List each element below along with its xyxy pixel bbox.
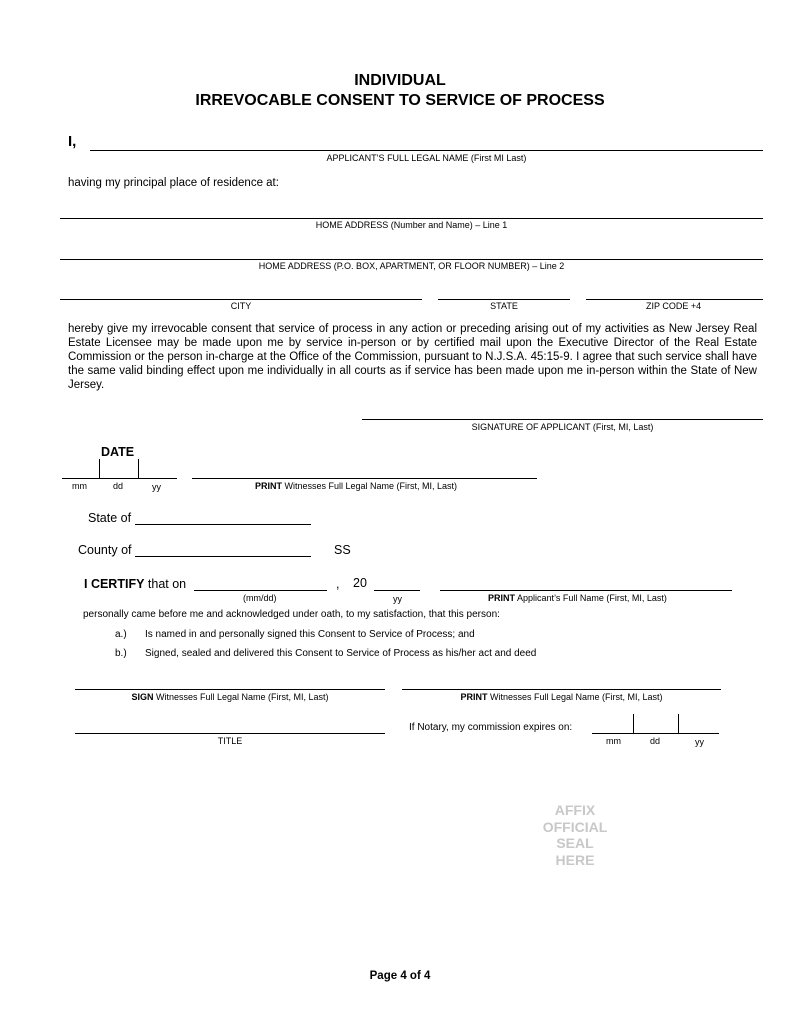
signature-caption: SIGNATURE OF APPLICANT (First, MI, Last) (471, 422, 654, 432)
commission-mm: mm (606, 736, 621, 746)
title-field[interactable] (75, 733, 385, 734)
applicant-name-caption: APPLICANT’S FULL LEGAL NAME (First MI Last) (326, 153, 527, 163)
date-label: DATE (101, 445, 135, 459)
address-line2-field[interactable] (60, 259, 763, 260)
applicant-print-field[interactable] (440, 590, 732, 591)
county-of-label: County of (78, 543, 132, 557)
date-yy: yy (152, 482, 161, 492)
print-witness-field[interactable] (402, 689, 721, 690)
certify-label: I CERTIFY that on (84, 577, 187, 591)
item-b-text: Signed, sealed and delivered this Consent to Service of Process as his/her act and deed (145, 648, 537, 659)
commission-dd: dd (650, 736, 661, 746)
county-of-field[interactable] (135, 556, 311, 557)
title-caption: TITLE (217, 736, 243, 746)
form-title-line2: IRREVOCABLE CONSENT TO SERVICE OF PROCESS (195, 92, 605, 109)
commission-divider-1 (633, 714, 634, 733)
appeared-text: personally came before me and acknowledged under oath, to my satisfaction, that this person: (83, 609, 500, 620)
zip-field[interactable] (586, 299, 763, 300)
item-a-marker: a.) (115, 629, 127, 640)
signature-field[interactable] (362, 419, 763, 420)
date-mm: mm (72, 481, 87, 491)
address-line1-caption: HOME ADDRESS (Number and Name) – Line 1 (315, 220, 508, 230)
seal-line-2: OFFICIAL (542, 818, 608, 835)
applicant-print-caption: PRINT Applicant’s Full Name (First, MI, Last) (488, 593, 667, 603)
witness-print-field[interactable] (192, 478, 537, 479)
sign-witness-caption: SIGN Witnesses Full Legal Name (First, MI, Last) (131, 692, 329, 702)
certify-year-field[interactable] (374, 590, 420, 591)
applicant-name-field[interactable] (90, 150, 763, 151)
date-divider-2 (138, 459, 139, 478)
city-caption: CITY (230, 301, 252, 311)
certify-year-prefix: 20 (353, 576, 367, 590)
yy-caption: yy (393, 594, 402, 604)
item-a-text: Is named in and personally signed this Consent to Service of Process; and (145, 629, 475, 640)
date-field[interactable] (62, 478, 177, 479)
applicant-prefix: I, (68, 133, 77, 150)
seal-line-4: HERE (555, 851, 595, 868)
seal-line-3: SEAL (556, 835, 594, 851)
state-caption: STATE (490, 301, 518, 311)
state-field[interactable] (438, 299, 570, 300)
commission-yy: yy (695, 737, 704, 747)
commission-divider-2 (678, 714, 679, 733)
state-of-label: State of (88, 511, 132, 525)
address-line2-caption: HOME ADDRESS (P.O. BOX, APARTMENT, OR FLOOR NUMBER) – Line 2 (258, 261, 565, 271)
zip-caption: ZIP CODE +4 (646, 301, 702, 311)
consent-paragraph: hereby give my irrevocable consent that service of process in any action or preceding arising out of my activities as New Jersey Real Estate Licensee may be made upon me by service in-person or by certified mail upon the Executive Director of the Real Estate Commission or the person in-charge at the Office of the Commission, pursuant to N.J.S.A. 45:15-9. I agree that such service shall have the same valid binding effect upon me individually in all courts as if service has been made upon me in-person within the State of New Jersey. (68, 323, 757, 391)
certify-comma: , (336, 577, 340, 591)
page-number: Page 4 of 4 (369, 970, 431, 982)
commission-date-field[interactable] (592, 733, 719, 734)
seal-placeholder (535, 802, 615, 868)
item-b-marker: b.) (115, 648, 127, 659)
residence-intro: having my principal place of residence at: (68, 177, 279, 189)
commission-text: If Notary, my commission expires on: (409, 722, 573, 733)
date-divider-1 (99, 459, 100, 478)
address-line1-field[interactable] (60, 218, 763, 219)
mmdd-caption: (mm/dd) (243, 593, 277, 603)
seal-line-1: AFFIX (554, 802, 596, 818)
date-dd: dd (113, 481, 124, 491)
sign-witness-field[interactable] (75, 689, 385, 690)
certify-date-field[interactable] (194, 590, 327, 591)
state-of-field[interactable] (135, 524, 311, 525)
ss-label: SS (334, 543, 351, 557)
form-title-line1: INDIVIDUAL (354, 72, 446, 89)
city-field[interactable] (60, 299, 422, 300)
print-witness-caption: PRINT Witnesses Full Legal Name (First, MI, Last) (460, 692, 663, 702)
witness-print-caption: PRINT Witnesses Full Legal Name (First, MI, Last) (255, 481, 458, 491)
